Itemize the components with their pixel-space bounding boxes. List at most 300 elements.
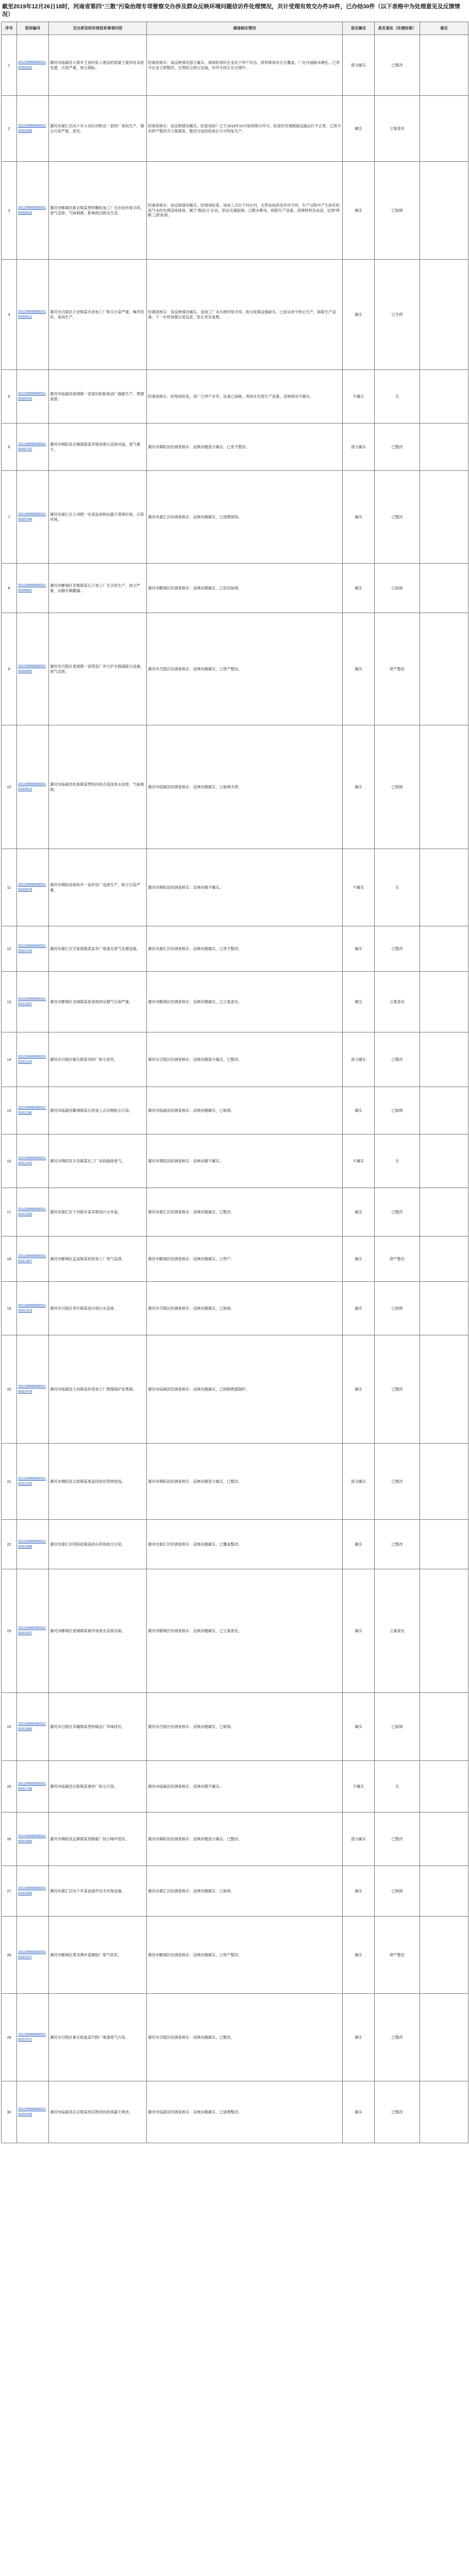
- row-number-cell: [2, 1994, 17, 2081]
- table-row: [2, 1569, 468, 1693]
- table-row: [2, 564, 468, 613]
- complaint-description: 漯河市源汇区问十乡大刘庄村附近一家砖厂夜间生产，烟尘污染严重，扰民。: [50, 124, 144, 133]
- complaint-id-cell: [17, 2081, 49, 2143]
- verification-status-cell: [343, 1032, 375, 1087]
- remarks-cell: [420, 1188, 468, 1236]
- complaint-description-cell: [49, 1032, 147, 1087]
- complaint-id-cell: [17, 423, 49, 471]
- complaint-description: 漯河市召陵区翟庄街道某汽修厂喷漆废气污染。: [50, 2035, 129, 2040]
- complaint-id[interactable]: 201199990900010030701: [18, 443, 46, 451]
- handling-result: 已关停: [391, 312, 403, 317]
- remarks-cell: [420, 564, 468, 613]
- investigation-result-cell: [147, 1134, 343, 1188]
- verification-status-cell: [343, 1134, 375, 1188]
- verification-status-cell: [343, 35, 375, 96]
- handling-result: 无: [395, 1784, 399, 1789]
- complaint-id[interactable]: 201199990900010030512: [18, 310, 46, 319]
- row-number: 7: [8, 514, 10, 519]
- verification-status: 部分属实: [350, 1479, 366, 1484]
- complaint-id[interactable]: 201199990900010030855: [18, 665, 46, 673]
- table-row: [2, 1866, 468, 1917]
- investigation-result: 漯河市舞阳县经调查核实：反映问题不属实。: [148, 1158, 223, 1163]
- table-row: [2, 849, 468, 926]
- complaint-id[interactable]: 201199990900010031419: [18, 1304, 46, 1313]
- row-number: 12: [7, 946, 11, 951]
- handling-result-cell: [375, 564, 420, 613]
- handling-result-cell: [375, 1866, 420, 1917]
- table-row: [2, 1761, 468, 1812]
- complaints-table: [1, 22, 468, 2143]
- complaint-description: 漯河市郾城区新店镇某塑料颗粒加工厂无任何环保手续，废气直排，气味刺鼻，影响周边群众生活。: [50, 206, 144, 215]
- row-number: 9: [8, 666, 10, 671]
- complaint-description: 漯河市临颍县繁城镇某石材加工点切割粉尘污染。: [50, 1108, 133, 1113]
- investigation-result-cell: [147, 725, 343, 849]
- complaint-description-cell: [49, 1520, 147, 1569]
- complaint-id-cell: [17, 370, 49, 423]
- handling-result-cell: [375, 1761, 420, 1812]
- verification-status-cell: [343, 96, 375, 162]
- verification-status-cell: [343, 1087, 375, 1134]
- verification-status: 属实: [355, 312, 362, 317]
- complaint-description: 漯河市临颍县台陈镇某建材厂粉尘污染。: [50, 1784, 118, 1789]
- remarks-cell: [420, 96, 468, 162]
- complaint-id-cell: [17, 1520, 49, 1569]
- verification-status: 不属实: [353, 885, 364, 890]
- complaint-id-cell: [17, 849, 49, 926]
- handling-result-cell: [375, 162, 420, 260]
- complaint-description: 漯河市源汇区大刘镇一处废品收购站露天焚烧垃圾，污染环境。: [50, 512, 144, 522]
- complaint-id-cell: [17, 1866, 49, 1917]
- table-row: [2, 1994, 468, 2081]
- verification-status: 属实: [355, 784, 362, 789]
- handling-result: 停产整治: [389, 1952, 405, 1957]
- verification-status-cell: [343, 926, 375, 972]
- investigation-result-cell: [147, 260, 343, 370]
- row-number-cell: [2, 849, 17, 926]
- row-number-cell: [2, 1761, 17, 1812]
- row-number-cell: [2, 1917, 17, 1994]
- complaint-description: 漯河市源汇区阴阳赵镇某砂石料场扬尘污染。: [50, 1541, 125, 1547]
- verification-status-cell: [343, 1994, 375, 2081]
- verification-status-cell: [343, 370, 375, 423]
- handling-result: 无: [395, 885, 399, 890]
- investigation-result: 漯河市舞阳县经调查核实：反映问题不属实。: [148, 885, 223, 890]
- complaint-description: 漯河市郾城区黑龙潭乡某橡胶厂废气扰民。: [50, 1952, 122, 1957]
- complaint-description-cell: [49, 1761, 147, 1812]
- complaint-id[interactable]: 201199990900010031305: [18, 1208, 46, 1216]
- complaint-id-cell: [17, 972, 49, 1032]
- complaint-description-cell: [49, 260, 147, 370]
- row-number: 18: [7, 1256, 11, 1261]
- complaint-id-cell: [17, 1569, 49, 1693]
- handling-result-cell: [375, 725, 420, 849]
- handling-result: 停产整治: [389, 666, 405, 671]
- row-number: 25: [7, 1784, 11, 1789]
- column-header: 备注: [420, 22, 468, 35]
- row-number: 27: [7, 1888, 11, 1893]
- complaint-id[interactable]: 201199990900010031025: [18, 944, 46, 953]
- handling-result-cell: [375, 1444, 420, 1520]
- complaint-id[interactable]: 201199990900010030418: [18, 206, 46, 215]
- handling-result: 已整改: [391, 62, 403, 67]
- investigation-result: 漯河市舞阳县经调查核实：反映问题部分属实，已责令整改。: [148, 444, 250, 449]
- investigation-result: 漯河市召陵区经调查核实：反映问题属实，已取缔。: [148, 1724, 234, 1729]
- complaint-id[interactable]: 201199990900010030913: [18, 783, 46, 791]
- row-number-cell: [2, 613, 17, 725]
- handling-result: 已整改: [391, 2035, 403, 2040]
- verification-status-cell: [343, 162, 375, 260]
- investigation-result: 经调查核实：该反映情况部分属实。现场检查时企业处于停产状态，原料堆场未完全覆盖，厂区内道路未硬化。已责令企业立即整改，完善防尘抑尘设施，环评手续正在办理中。: [148, 60, 340, 70]
- verification-status-cell: [343, 1335, 375, 1444]
- complaint-description: 漯河市临颍县杜曲镇某塑料回收点清洗废水直排，气味难闻。: [50, 782, 144, 792]
- handling-result: 已取缔: [391, 1724, 403, 1729]
- complaint-id[interactable]: 201199990900010030291: [18, 61, 46, 70]
- verification-status: 属实: [355, 666, 362, 671]
- complaint-id-cell: [17, 96, 49, 162]
- remarks-cell: [420, 2081, 468, 2143]
- complaint-description-cell: [49, 849, 147, 926]
- handling-result: 已取缔: [391, 1108, 403, 1113]
- verification-status-cell: [343, 1520, 375, 1569]
- complaint-description-cell: [49, 471, 147, 564]
- verification-status-cell: [343, 1693, 375, 1761]
- row-number: 11: [7, 885, 11, 890]
- row-number: 28: [7, 1952, 11, 1957]
- row-number-cell: [2, 972, 17, 1032]
- complaint-description: 漯河市郾城区李集镇某石子加工厂无手续生产，扬尘严重，运输车辆撒漏。: [50, 583, 141, 593]
- handling-result: 无: [395, 1158, 399, 1163]
- complaint-description: 漯河市舞阳县孟寨镇某预制板厂扬尘噪声扰民。: [50, 1836, 129, 1841]
- verification-status-cell: [343, 725, 375, 849]
- complaint-id[interactable]: 201199990900010031526: [18, 1477, 46, 1486]
- complaint-description: 漯河市郾城区孟庙镇某铝材加工厂废气直排。: [50, 1256, 125, 1261]
- row-number: 8: [8, 585, 10, 590]
- investigation-result: 经调查核实：该反映情况属实。经查该砖厂已于2019年10月取得排污许可，检查时发现脱硫设施运行不正常。已责令其停产整改并立案调查，整改完成经验收后方可恢复生产。: [148, 124, 341, 133]
- investigation-result-cell: [147, 972, 343, 1032]
- verification-status: 属实: [355, 1108, 362, 1113]
- complaint-description-cell: [49, 972, 147, 1032]
- complaint-id-cell: [17, 162, 49, 260]
- row-number: 24: [7, 1724, 11, 1729]
- table-row: [2, 162, 468, 260]
- investigation-result: 漯河市舞阳县经调查核实：反映问题部分属实，已整改。: [148, 1479, 242, 1484]
- verification-status: 属实: [355, 126, 362, 131]
- table-row: [2, 1236, 468, 1282]
- handling-result-cell: [375, 972, 420, 1032]
- remarks-cell: [420, 849, 468, 926]
- complaint-description-cell: [49, 1693, 147, 1761]
- remarks-cell: [420, 926, 468, 972]
- investigation-result-cell: [147, 1693, 343, 1761]
- complaint-description-cell: [49, 926, 147, 972]
- table-row: [2, 370, 468, 423]
- table-row: [2, 613, 468, 725]
- remarks-cell: [420, 260, 468, 370]
- remarks-cell: [420, 162, 468, 260]
- investigation-result: 漯河市召陵区经调查核实：反映问题属实，已取缔。: [148, 1306, 234, 1311]
- handling-result-cell: [375, 1520, 420, 1569]
- remarks-cell: [420, 1866, 468, 1917]
- handling-result: 停产整治: [389, 1256, 405, 1261]
- handling-result: 已整改: [391, 1057, 403, 1062]
- table-row: [2, 926, 468, 972]
- investigation-result: 经调查核实：该反映情况属实。该加工厂未办理环保手续，粉尘收集设施缺失。已依法责令停止生产，拆除生产设备。下一步将加强日常巡查，防止死灰复燃。: [148, 310, 336, 319]
- table-row: [2, 423, 468, 471]
- verification-status-cell: [343, 1569, 375, 1693]
- handling-result-cell: [375, 1236, 420, 1282]
- verification-status: 属实: [355, 2035, 362, 2040]
- investigation-result-cell: [147, 926, 343, 972]
- row-number: 26: [7, 1836, 11, 1841]
- complaint-description-cell: [49, 1087, 147, 1134]
- complaint-description-cell: [49, 370, 147, 423]
- complaint-id[interactable]: 201199990900010031196: [18, 1106, 46, 1115]
- investigation-result: 漯河市源汇区经调查核实：反映问题属实，已责令整改。: [148, 946, 242, 951]
- handling-result-cell: [375, 1282, 420, 1335]
- column-header: 序号: [2, 22, 17, 35]
- handling-result: 已取缔: [391, 585, 403, 590]
- table-header-row: [2, 22, 468, 35]
- row-number-cell: [2, 1569, 17, 1693]
- investigation-result: 漯河市源汇区经调查核实：反映问题属实，已覆盖整改。: [148, 1541, 242, 1547]
- investigation-result: 漯河市临颍县经调查核实：反映问题属实，已拆除燃煤锅炉。: [148, 1386, 250, 1392]
- row-number-cell: [2, 1520, 17, 1569]
- handling-result: 已整改: [391, 946, 403, 951]
- complaint-description-cell: [49, 725, 147, 849]
- verification-status-cell: [343, 471, 375, 564]
- verification-status-cell: [343, 1282, 375, 1335]
- verification-status: 属实: [355, 2109, 362, 2114]
- complaint-id[interactable]: 201199990900010030764: [18, 513, 46, 521]
- investigation-result-cell: [147, 564, 343, 613]
- handling-result-cell: [375, 1693, 420, 1761]
- investigation-result-cell: [147, 1761, 343, 1812]
- investigation-result-cell: [147, 370, 343, 423]
- handling-result: 已整改: [391, 2109, 403, 2114]
- complaint-id[interactable]: 201199990900010031242: [18, 1157, 46, 1165]
- complaint-id[interactable]: 201199990900010030802: [18, 584, 46, 592]
- investigation-result-cell: [147, 1282, 343, 1335]
- investigation-result-cell: [147, 423, 343, 471]
- complaint-description: 漯河市源汇区问十乡某油漆作坊无环保设施。: [50, 1888, 125, 1893]
- complaint-description-cell: [49, 1812, 147, 1866]
- verification-status: 属实: [355, 585, 362, 590]
- verification-status: 属实: [355, 1541, 362, 1547]
- table-row: [2, 1087, 468, 1134]
- complaint-id-cell: [17, 1917, 49, 1994]
- complaint-description-cell: [49, 1866, 147, 1917]
- row-number-cell: [2, 423, 17, 471]
- handling-result: 已取缔: [391, 1306, 403, 1311]
- remarks-cell: [420, 1569, 468, 1693]
- handling-result-cell: [375, 1994, 420, 2081]
- complaint-description-cell: [49, 2081, 147, 2143]
- table-row: [2, 1520, 468, 1569]
- handling-result: 立案查处: [389, 126, 405, 131]
- handling-result: 已整改: [391, 514, 403, 519]
- complaint-description: 漯河市召陵区青年镇某洗沙场污水直排。: [50, 1306, 118, 1311]
- investigation-result-cell: [147, 1569, 343, 1693]
- handling-result: 已整改: [391, 1836, 403, 1841]
- table-row: [2, 471, 468, 564]
- complaint-id[interactable]: 201199990900010030978: [18, 883, 46, 892]
- complaint-id[interactable]: 201199990900010031087: [18, 997, 46, 1006]
- verification-status-cell: [343, 564, 375, 613]
- row-number-cell: [2, 35, 17, 96]
- document-title: 截至2019年12月26日18时，河南省第四“三散”污染治理专项督察交办涉及群众反映环境问题信访件处理情况，共计受理有效交办件30件，已办结30件（以下表格中为处理意见及反馈情况）: [2, 4, 460, 18]
- remarks-cell: [420, 1693, 468, 1761]
- row-number: 20: [7, 1386, 11, 1392]
- handling-result-cell: [375, 2081, 420, 2143]
- table-row: [2, 1693, 468, 1761]
- complaint-id[interactable]: 201199990900010031859: [18, 1887, 46, 1895]
- complaint-id[interactable]: 201199990900010031695: [18, 1722, 46, 1731]
- handling-result: 已整改: [391, 1479, 403, 1484]
- complaint-id-cell: [17, 260, 49, 370]
- table-row: [2, 725, 468, 849]
- row-number-cell: [2, 1444, 17, 1520]
- row-number-cell: [2, 1866, 17, 1917]
- complaint-description-cell: [49, 1569, 147, 1693]
- row-number-cell: [2, 1188, 17, 1236]
- investigation-result-cell: [147, 2081, 343, 2143]
- handling-result-cell: [375, 926, 420, 972]
- column-header: 投诉编号: [17, 22, 49, 35]
- remarks-cell: [420, 1812, 468, 1866]
- complaint-id-cell: [17, 471, 49, 564]
- investigation-result-cell: [147, 1444, 343, 1520]
- complaint-description-cell: [49, 1917, 147, 1994]
- investigation-result-cell: [147, 162, 343, 260]
- complaint-id-cell: [17, 1812, 49, 1866]
- table-row: [2, 1188, 468, 1236]
- investigation-result-cell: [147, 1087, 343, 1134]
- investigation-result-cell: [147, 471, 343, 564]
- handling-result-cell: [375, 370, 420, 423]
- handling-result-cell: [375, 35, 420, 96]
- table-row: [2, 96, 468, 162]
- verification-status: 不属实: [353, 1158, 364, 1163]
- remarks-cell: [420, 1994, 468, 2081]
- row-number-cell: [2, 260, 17, 370]
- investigation-result: 漯河市临颍县经调查核实：反映问题属实，已取缔关停。: [148, 784, 242, 789]
- complaint-id[interactable]: 201199990900010031589: [18, 1540, 46, 1549]
- handling-result: 已取缔: [391, 208, 403, 213]
- handling-result-cell: [375, 260, 420, 370]
- row-number-cell: [2, 1134, 17, 1188]
- row-number: 6: [8, 444, 10, 449]
- investigation-result: 漯河市源汇区经调查核实：反映问题属实，已清理现场。: [148, 514, 242, 519]
- row-number: 22: [7, 1541, 11, 1547]
- handling-result: 无: [395, 394, 399, 399]
- remarks-cell: [420, 725, 468, 849]
- complaint-id[interactable]: 201199990900010031748: [18, 1782, 46, 1791]
- row-number: 13: [7, 999, 11, 1004]
- verification-status-cell: [343, 972, 375, 1032]
- investigation-result-cell: [147, 35, 343, 96]
- remarks-cell: [420, 1917, 468, 1994]
- row-number: 23: [7, 1628, 11, 1633]
- remarks-cell: [420, 613, 468, 725]
- row-number: 10: [7, 784, 11, 789]
- table-row: [2, 2081, 468, 2143]
- investigation-result-cell: [147, 1866, 343, 1917]
- verification-status-cell: [343, 1917, 375, 1994]
- complaint-description: 漯河市召陵区万金镇某木材加工厂粉尘污染严重，噪声扰民，夜间生产。: [50, 310, 144, 319]
- verification-status: 属实: [355, 514, 362, 519]
- row-number: 15: [7, 1108, 11, 1113]
- row-number-cell: [2, 1693, 17, 1761]
- row-number: 4: [8, 312, 10, 317]
- complaint-id-cell: [17, 613, 49, 725]
- row-number: 17: [7, 1209, 11, 1214]
- complaint-id[interactable]: 201199990900010031972: [18, 2033, 46, 2042]
- verification-status: 属实: [355, 1256, 362, 1261]
- handling-result-cell: [375, 1134, 420, 1188]
- verification-status: 部分属实: [350, 444, 366, 449]
- investigation-result: 漯河市郾城区经调查核实：反映问题属实，已立案查处。: [148, 1628, 242, 1633]
- row-number-cell: [2, 1087, 17, 1134]
- row-number-cell: [2, 96, 17, 162]
- remarks-cell: [420, 471, 468, 564]
- handling-result-cell: [375, 849, 420, 926]
- verification-status-cell: [343, 1188, 375, 1236]
- complaint-description-cell: [49, 1335, 147, 1444]
- complaint-id[interactable]: 201199990900010032028: [18, 2108, 46, 2116]
- complaint-id[interactable]: 201199990900010030366: [18, 124, 46, 133]
- complaint-id-cell: [17, 1087, 49, 1134]
- handling-result-cell: [375, 1569, 420, 1693]
- verification-status: 属实: [355, 999, 362, 1004]
- verification-status-cell: [343, 1812, 375, 1866]
- remarks-cell: [420, 370, 468, 423]
- handling-result-cell: [375, 1812, 420, 1866]
- row-number-cell: [2, 1812, 17, 1866]
- row-number-cell: [2, 2081, 17, 2143]
- row-number: 3: [8, 208, 10, 213]
- row-number: 21: [7, 1479, 11, 1484]
- row-number: 2: [8, 126, 10, 131]
- remarks-cell: [420, 1520, 468, 1569]
- verification-status-cell: [343, 2081, 375, 2143]
- complaint-id-cell: [17, 1693, 49, 1761]
- complaint-id[interactable]: 201199990900010031134: [18, 1055, 46, 1064]
- complaint-description: 漯河市召陵区邓襄镇某塑料制品厂异味扰民。: [50, 1724, 125, 1729]
- complaint-description-cell: [49, 1994, 147, 2081]
- row-number-cell: [2, 162, 17, 260]
- table-row: [2, 35, 468, 96]
- complaint-description-cell: [49, 564, 147, 613]
- column-header: 调查核实情况: [147, 22, 343, 35]
- investigation-result: 漯河市源汇区经调查核实：反映问题属实，已整改。: [148, 1209, 234, 1214]
- remarks-cell: [420, 1335, 468, 1444]
- investigation-result-cell: [147, 1520, 343, 1569]
- complaint-id[interactable]: 201199990900010030633: [18, 392, 46, 401]
- verification-status: 属实: [355, 1952, 362, 1957]
- row-number: 19: [7, 1306, 11, 1311]
- complaint-id[interactable]: 201199990900010031637: [18, 1626, 46, 1635]
- handling-result: 已整改: [391, 444, 403, 449]
- complaint-id-cell: [17, 1994, 49, 2081]
- investigation-result: 漯河市临颍县经调查核实：反映问题属实，已取缔。: [148, 1108, 234, 1113]
- complaint-id[interactable]: 201199990900010031478: [18, 1385, 46, 1394]
- complaint-id[interactable]: 201199990900010031806: [18, 1835, 46, 1843]
- verification-status-cell: [343, 423, 375, 471]
- complaint-id[interactable]: 201199990900010031367: [18, 1255, 46, 1263]
- complaint-id-cell: [17, 1282, 49, 1335]
- complaint-id[interactable]: 201199990900010031917: [18, 1951, 46, 1959]
- investigation-result-cell: [147, 1236, 343, 1282]
